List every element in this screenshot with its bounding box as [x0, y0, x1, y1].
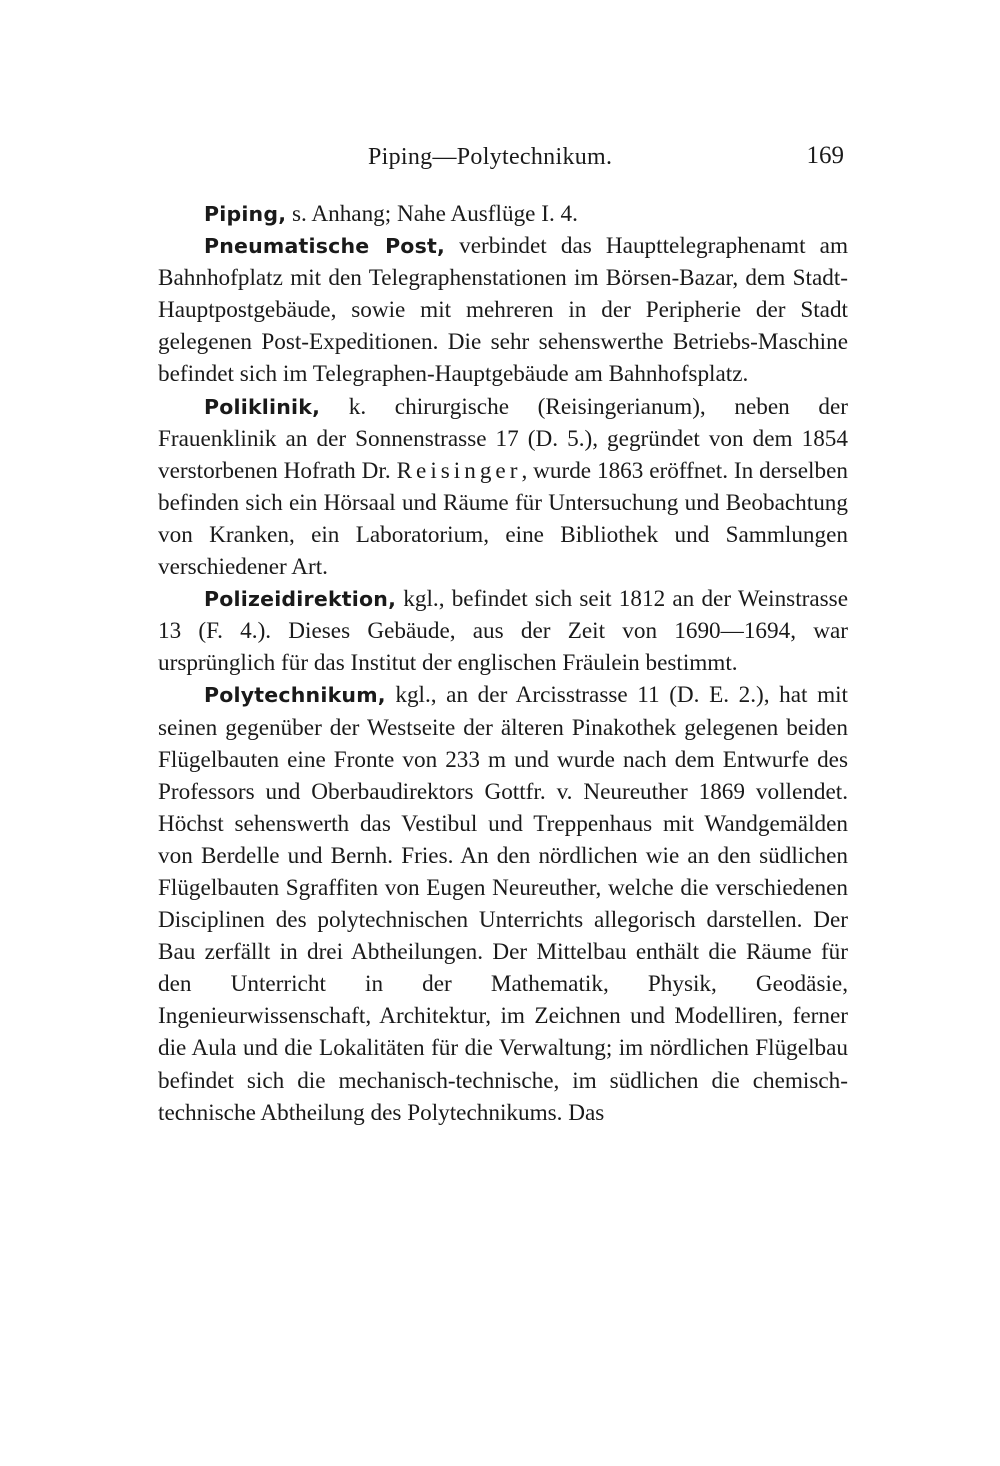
entry-poliklinik	[158, 391, 848, 584]
entry-polytechnikum	[158, 679, 848, 1128]
page-number: 169	[806, 142, 844, 169]
entry-text: kgl., befindet sich seit 1812 an der Weinstrasse 13 (F. 4.). Dieses Gebäude, aus der Zeit von 1690—1694, war ursprünglich für das Institut der englischen Fräulein bestimmt.	[158, 586, 848, 677]
entry-text: verbindet das Haupttelegraphenamt am Bahnhofplatz mit den Telegraphenstationen im Börsen-Bazar, dem Stadt-Hauptpostgebäude, sowie mit mehreren in der Peripherie der Stadt gelegenen Post-Expeditionen. Die sehr sehenswerthe Betriebs-Maschine befindet sich im Telegraphen-Hauptgebäude am Bahnhofsplatz.	[158, 233, 848, 388]
page-header	[158, 138, 848, 178]
entry-polizeidirektion	[158, 583, 848, 679]
person-name: Reisinger	[396, 457, 522, 484]
entry-piping	[158, 198, 848, 230]
entry-lemma: Polytechnikum,	[204, 683, 386, 708]
entry-lemma: Polizeidirektion,	[204, 587, 397, 612]
entry-lemma: Piping,	[204, 202, 287, 226]
page-body	[158, 198, 848, 1129]
entry-text: s. Anhang; Nahe Ausflüge I. 4.	[286, 201, 578, 227]
entry-text: kgl., an der Arcisstrasse 11 (D. E. 2.), hat mit seinen gegenüber der Westseite der älteren Pinakothek gelegenen beiden Flügelbauten eine Fronte von 233 m und wurde nach dem Entwurfe des Professors und Oberbaudirektors Gottfr. v. Neureuther 1869 vollendet. Höchst sehenswerth das Vestibul und Treppenhaus mit Wandgemälden von Berdelle und Bernh. Fries. An den nördlichen wie an den südlichen Flügelbauten Sgraffiten von Eugen Neureuther, welche die verschiedenen Disciplinen des polytechnischen Unterrichts allegorisch darstellen. Der Bau zerfällt in drei Abtheilungen. Der Mittelbau enthält die Räume für den Unterricht in der Mathematik, Physik, Geodäsie, Ingenieurwissenschaft, Architektur, im Zeichnen und Modelliren, ferner die Aula und die Lokalitäten für die Verwaltung; im nördlichen Flügelbau befindet sich die mechanisch-technische, im südlichen die chemisch-technische Abtheilung des Polytechnikums. Das	[158, 682, 848, 1126]
running-title: Piping—Polytechnikum.	[368, 144, 613, 170]
entry-lemma: Pneumatische Post,	[204, 234, 445, 259]
entry-pneumatische-post	[158, 230, 848, 390]
entry-lemma: Poliklinik,	[204, 394, 321, 419]
entry-text: , wurde 1863 eröffnet. In derselben befinden sich ein Hörsaal und Räume für Untersuchung und Beobachtung von Kranken, ein Laboratorium, eine Bibliothek und Sammlungen verschiedener Art.	[158, 457, 848, 581]
entry-text: k. chirurgische (Reisingerianum), neben der Frauenklinik an der Sonnenstrasse 17 (D. 5.), gegründet von dem 1854 verstorbenen Hofrath Dr.	[158, 393, 848, 484]
